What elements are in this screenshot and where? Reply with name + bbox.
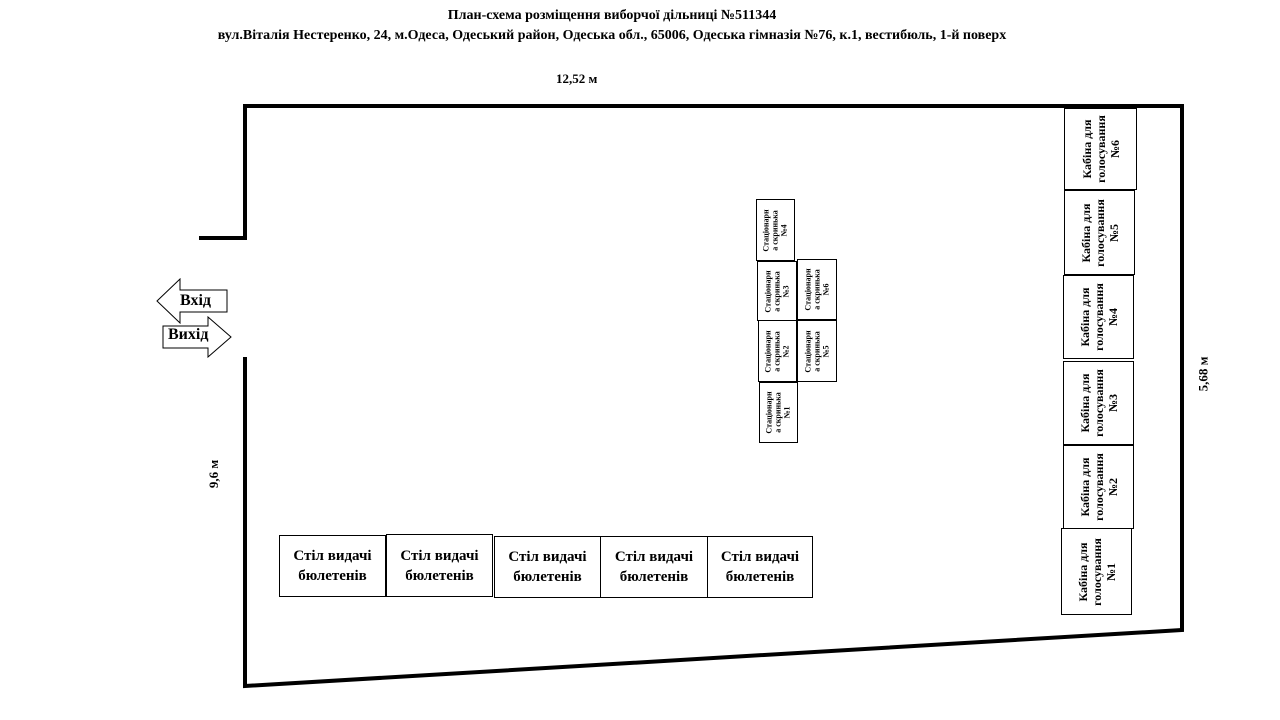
voting-booth-6: Кабіна для голосування №6 (1064, 108, 1137, 190)
ballot-table-4: Стіл видачі бюлетенів (600, 536, 708, 598)
ballot-table-2: Стіл видачі бюлетенів (386, 534, 493, 597)
ballot-box-5: Стаціонарн а скринька №5 (797, 320, 837, 382)
ballot-table-5: Стіл видачі бюлетенів (707, 536, 813, 598)
wall-outline (245, 106, 1182, 686)
voting-booth-1: Кабіна для голосування №1 (1061, 528, 1132, 615)
voting-booth-2: Кабіна для голосування №2 (1063, 445, 1134, 529)
dimension-left: 9,6 м (206, 459, 222, 489)
dimension-right: 5,68 м (1195, 356, 1211, 392)
ballot-box-2: Стаціонарн а скринька №2 (758, 320, 797, 382)
voting-booth-3: Кабіна для голосування №3 (1063, 361, 1134, 445)
ballot-box-3: Стаціонарн а скринька №3 (757, 261, 797, 321)
ballot-table-3: Стіл видачі бюлетенів (494, 536, 601, 598)
ballot-box-4: Стаціонарн а скринька №4 (756, 199, 795, 261)
entry-label: Вхід (180, 292, 211, 309)
ballot-box-1: Стаціонарн а скринька №1 (759, 382, 798, 443)
ballot-box-6: Стаціонарн а скринька №6 (797, 259, 837, 320)
voting-booth-4: Кабіна для голосування №4 (1063, 275, 1134, 359)
plan-address: вул.Віталія Нестеренко, 24, м.Одеса, Одеський район, Одеська обл., 65006, Одеська гімназія №76, к.1, вестибюль, 1-й поверх (217, 28, 1007, 43)
plan-title: План-схема розміщення виборчої дільниці №511344 (447, 8, 777, 23)
ballot-table-1: Стіл видачі бюлетенів (279, 535, 386, 597)
voting-booth-5: Кабіна для голосування №5 (1064, 190, 1135, 275)
dimension-top: 12,52 м (556, 71, 598, 86)
exit-label: Вихід (168, 326, 209, 343)
